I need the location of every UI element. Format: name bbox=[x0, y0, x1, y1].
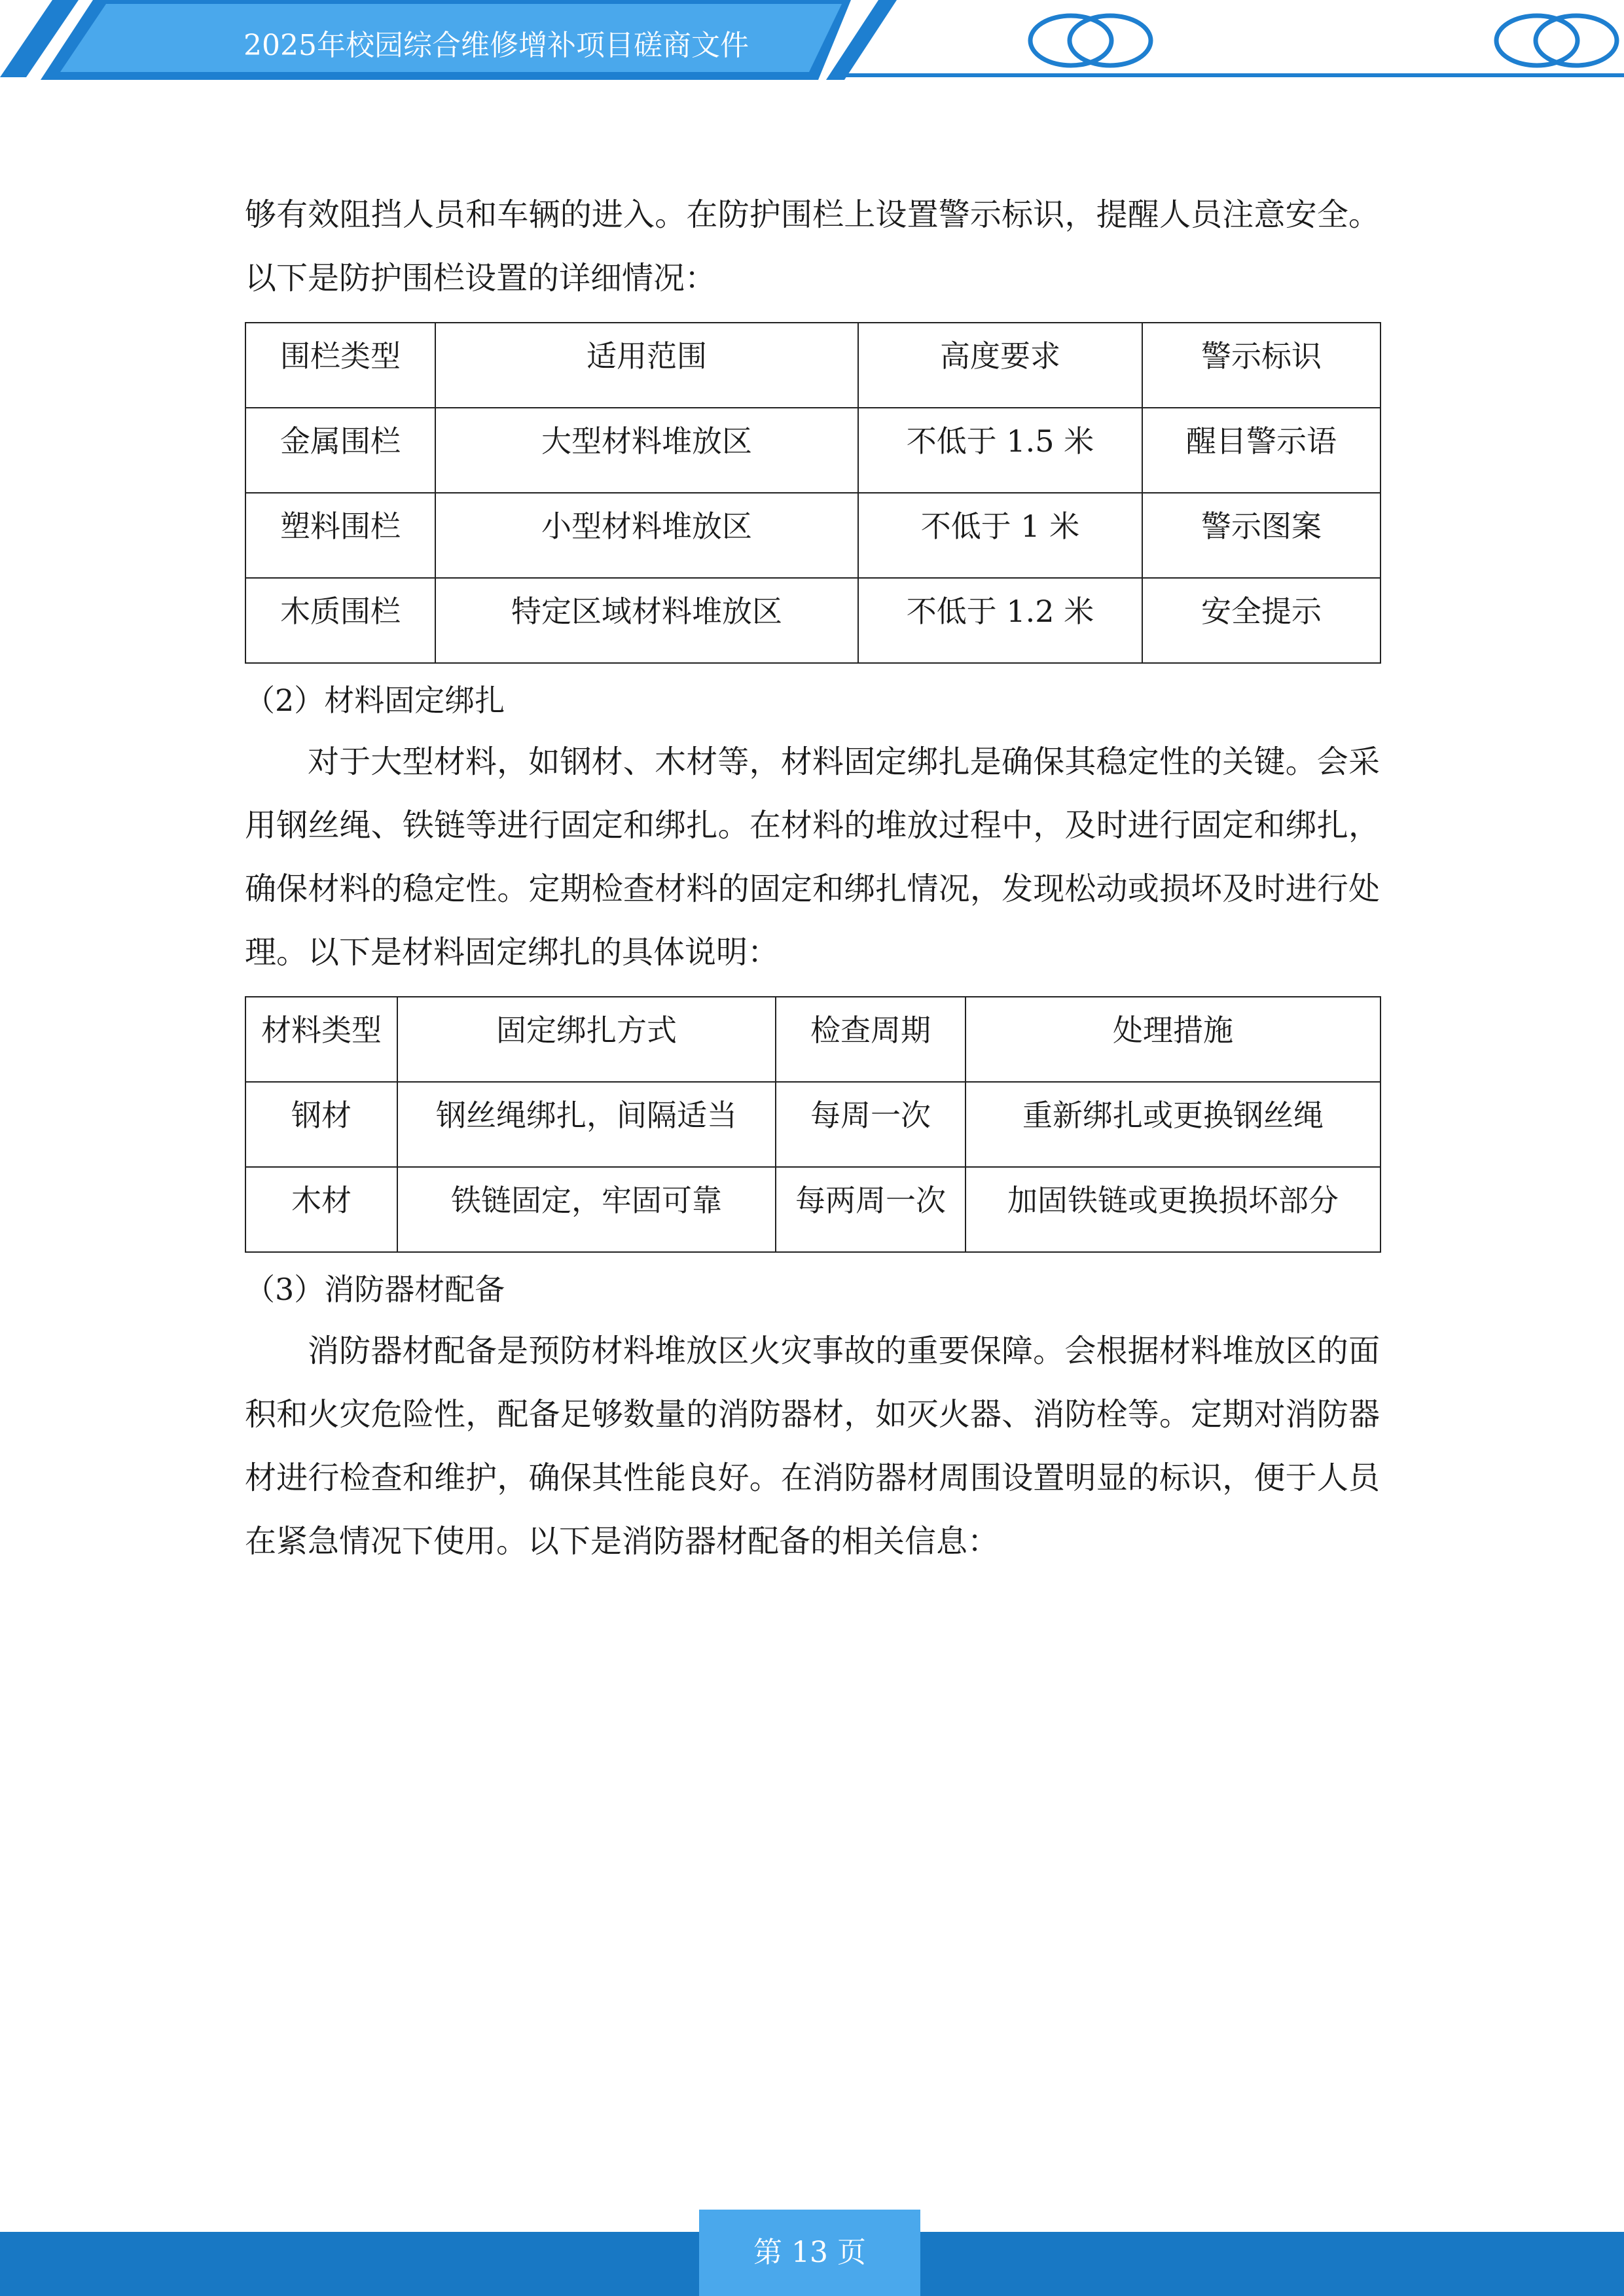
table-header-cell: 检查周期 bbox=[776, 997, 965, 1082]
table-row bbox=[245, 493, 1380, 578]
table-row bbox=[245, 1082, 1380, 1167]
document-title: 2025年校园综合维修增补项目磋商文件 bbox=[244, 29, 749, 62]
ring-logo-icon-right bbox=[1496, 16, 1617, 65]
table-cell: 不低于 1 米 bbox=[858, 493, 1142, 578]
section-heading: （2）材料固定绑扎 bbox=[245, 683, 505, 718]
section-paragraph: 对于大型材料，如钢材、木材等，材料固定绑扎是确保其稳定性的关键。会采用钢丝绳、铁链等进行固定和绑扎。在材料的堆放过程中，及时进行固定和绑扎，确保材料的稳定性。定期检查材料的固定和绑扎情况，发现松动或损坏及时进行处理。以下是材料固定绑扎的具体说明： bbox=[245, 744, 1380, 971]
table-cell: 小型材料堆放区 bbox=[435, 493, 858, 578]
table-cell: 重新绑扎或更换钢丝绳 bbox=[965, 1082, 1380, 1167]
page-header bbox=[0, 0, 1624, 85]
table-row bbox=[245, 408, 1380, 493]
fence-table bbox=[245, 322, 1381, 664]
table-header-cell: 高度要求 bbox=[858, 323, 1142, 408]
table-header-cell: 材料类型 bbox=[245, 997, 397, 1082]
table-cell: 金属围栏 bbox=[245, 408, 435, 493]
page-number: 第 13 页 bbox=[753, 2236, 866, 2269]
table-cell: 警示图案 bbox=[1142, 493, 1380, 578]
table-cell: 钢丝绳绑扎，间隔适当 bbox=[397, 1082, 776, 1167]
table-header-cell: 适用范围 bbox=[435, 323, 858, 408]
table-cell: 塑料围栏 bbox=[245, 493, 435, 578]
table-cell: 加固铁链或更换损坏部分 bbox=[965, 1167, 1380, 1252]
table-cell: 安全提示 bbox=[1142, 578, 1380, 663]
table-cell: 木材 bbox=[245, 1167, 397, 1252]
table-cell: 钢材 bbox=[245, 1082, 397, 1167]
table-cell: 不低于 1.5 米 bbox=[858, 408, 1142, 493]
ring-logo-icon bbox=[1030, 16, 1151, 65]
table-header-cell: 处理措施 bbox=[965, 997, 1380, 1082]
header-rule bbox=[844, 73, 1624, 77]
table-cell: 特定区域材料堆放区 bbox=[435, 578, 858, 663]
table-cell: 不低于 1.2 米 bbox=[858, 578, 1142, 663]
binding-table bbox=[245, 996, 1381, 1253]
table-row bbox=[245, 1167, 1380, 1252]
table-header-cell: 围栏类型 bbox=[245, 323, 435, 408]
table-cell: 铁链固定，牢固可靠 bbox=[397, 1167, 776, 1252]
table-cell: 木质围栏 bbox=[245, 578, 435, 663]
table-row bbox=[245, 578, 1380, 663]
table-cell: 大型材料堆放区 bbox=[435, 408, 858, 493]
table-header-cell: 警示标识 bbox=[1142, 323, 1380, 408]
intro-paragraph: 够有效阻挡人员和车辆的进入。在防护围栏上设置警示标识，提醒人员注意安全。以下是防护围栏设置的详细情况： bbox=[245, 196, 1380, 296]
table-header-row bbox=[245, 997, 1380, 1082]
table-cell: 每周一次 bbox=[776, 1082, 965, 1167]
table-cell: 每两周一次 bbox=[776, 1167, 965, 1252]
table-cell: 醒目警示语 bbox=[1142, 408, 1380, 493]
page-content bbox=[245, 183, 1380, 1573]
section-paragraph: 消防器材配备是预防材料堆放区火灾事故的重要保障。会根据材料堆放区的面积和火灾危险性，配备足够数量的消防器材，如灭火器、消防栓等。定期对消防器材进行检查和维护，确保其性能良好。在消防器材周围设置明显的标识，便于人员在紧急情况下使用。以下是消防器材配备的相关信息： bbox=[245, 1333, 1380, 1560]
section-heading: （3）消防器材配备 bbox=[245, 1272, 505, 1307]
table-header-row bbox=[245, 323, 1380, 408]
table-header-cell: 固定绑扎方式 bbox=[397, 997, 776, 1082]
